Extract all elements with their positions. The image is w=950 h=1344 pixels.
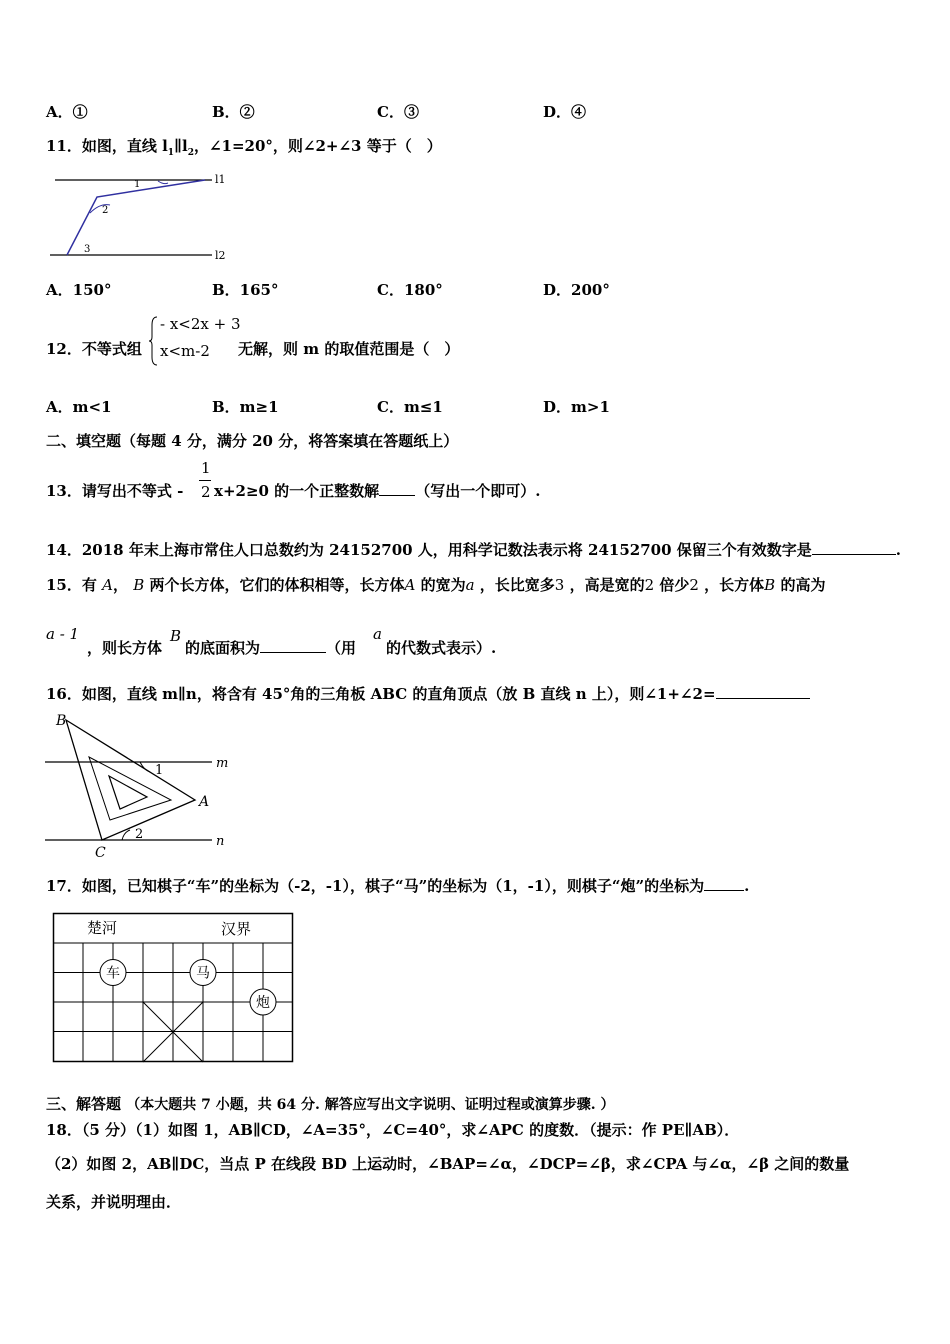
q13-frac-num: 1 [201, 459, 211, 477]
q15-var-b: B [170, 627, 182, 645]
piece-ma [190, 960, 216, 986]
q15-stem-line2c: 的代数式表示）. [386, 639, 497, 657]
angle-1-label: 1 [134, 179, 141, 190]
q16-stem: 16．如图，直线 m∥n，将含有 45°角的三角板 ABC 的直角顶点（放 B 直线 n 上），则∠1+∠2= [46, 684, 810, 704]
q13-stem-b: x+2≥0 的一个正整数解 （写出一个即可）. [214, 482, 541, 500]
q17-answer-blank[interactable] [704, 876, 744, 891]
q16-answer-blank[interactable] [716, 684, 810, 699]
q16-figure [40, 710, 240, 860]
angle-1-arc [158, 181, 168, 184]
q15-stem-line1: 15．有 A， B 两个长方体，它们的体积相等，长方体A 的宽为a ，长比宽多3 ，高是宽的2 倍少2 ，长方体B 的高为 [46, 576, 826, 594]
q14-answer-blank[interactable] [812, 540, 896, 555]
vertex-c-label: C [95, 845, 106, 861]
angle-2-label: 2 [102, 205, 109, 216]
q15-stem-line2b: 的底面积为 （用 [185, 639, 357, 657]
svg-text:车: 车 [106, 965, 120, 982]
q13-frac-den: 2 [201, 483, 211, 501]
q13-answer-blank[interactable] [379, 481, 415, 496]
q15-stem-line2a: ，则长方体 [87, 639, 163, 657]
q11-option-b: B．165° [212, 281, 279, 299]
q10-option-d: D．④ [543, 103, 587, 121]
q13-frac-bar [199, 480, 211, 481]
svg-text:马: 马 [196, 965, 210, 982]
angle-1-label: 1 [155, 763, 164, 778]
q11-figure [40, 165, 240, 265]
q12-option-a: A．m<1 [46, 398, 112, 416]
q13-stem-a: 13．请写出不等式 - [46, 482, 184, 500]
q12-inequality-1: - x<2x + 3 [160, 315, 241, 333]
q10-option-a: A．① [46, 103, 88, 121]
q12-stem-b: 无解，则 m 的取值范围是（ ） [238, 340, 460, 358]
section-2-heading: 二、填空题（每题 4 分，满分 20 分，将答案填在答题纸上） [46, 432, 459, 450]
vertex-a-label: A [199, 794, 210, 810]
line-n-label: n [216, 834, 225, 849]
q11-option-d: D．200° [543, 281, 610, 299]
angle-3-label: 3 [84, 244, 91, 255]
q14-stem: 14．2018 年末上海市常住人口总数约为 24152700 人，用科学记数法表示将 24152700 保留三个有效数字是 . [46, 541, 901, 559]
q11-option-a: A．150° [46, 281, 112, 299]
q15-var-a: a [373, 625, 382, 643]
chess-board [53, 913, 293, 1063]
system-brace [149, 315, 159, 367]
q17-stem: 17．如图，已知棋子“车”的坐标为（-2，-1），棋子“马”的坐标为（1，-1），则棋子“炮”的坐标为 . [46, 877, 750, 895]
line-m-label: m [216, 756, 229, 771]
q10-option-c: C．③ [377, 103, 419, 121]
q15-expression: a - 1 [46, 625, 80, 643]
q11-option-c: C．180° [377, 281, 443, 299]
q11-stem: 11．如图，直线 $l_1\parallel l_2$，∠1=20°，则∠2+∠3 等于（ ） [46, 137, 442, 158]
river-right-text: 汉界 [221, 920, 252, 938]
svg-text:炮: 炮 [256, 995, 270, 1011]
q18-line2: （2）如图 2，AB∥DC，当点 P 在线段 BD 上运动时，∠BAP=∠α，∠DCP=∠β，求∠CPA 与∠α，∠β 之间的数量 [46, 1155, 850, 1173]
q12-option-d: D．m>1 [543, 398, 610, 416]
river-left-text: 楚河 [87, 919, 118, 937]
q10-option-b: B．② [212, 103, 255, 121]
piece-pao [250, 989, 276, 1015]
q12-option-c: C．m≤1 [377, 398, 443, 416]
q18-line1: 18．（5 分）（1）如图 1，AB∥CD，∠A=35°，∠C=40°，求∠APC 的度数．（提示：作 PE∥AB）． [46, 1121, 740, 1139]
q12-stem-a: 12．不等式组 [46, 340, 142, 358]
section-3-heading: 三、解答题 （本大题共 7 小题，共 64 分. 解答应写出文字说明、证明过程或演算步骤. ） [46, 1095, 615, 1113]
l1-label: l1 [215, 173, 226, 186]
angle-2-label: 2 [135, 827, 144, 842]
q12-option-b: B．m≥1 [212, 398, 279, 416]
q12-inequality-2: x<m-2 [160, 342, 210, 360]
vertex-b-label: B [56, 713, 67, 729]
l2-label: l2 [215, 249, 226, 262]
triangle-outer [66, 720, 195, 840]
q15-answer-blank[interactable] [260, 638, 326, 653]
triangle-hole [109, 776, 147, 809]
piece-che [100, 960, 126, 986]
q18-line3: 关系，并说明理由． [46, 1193, 182, 1211]
